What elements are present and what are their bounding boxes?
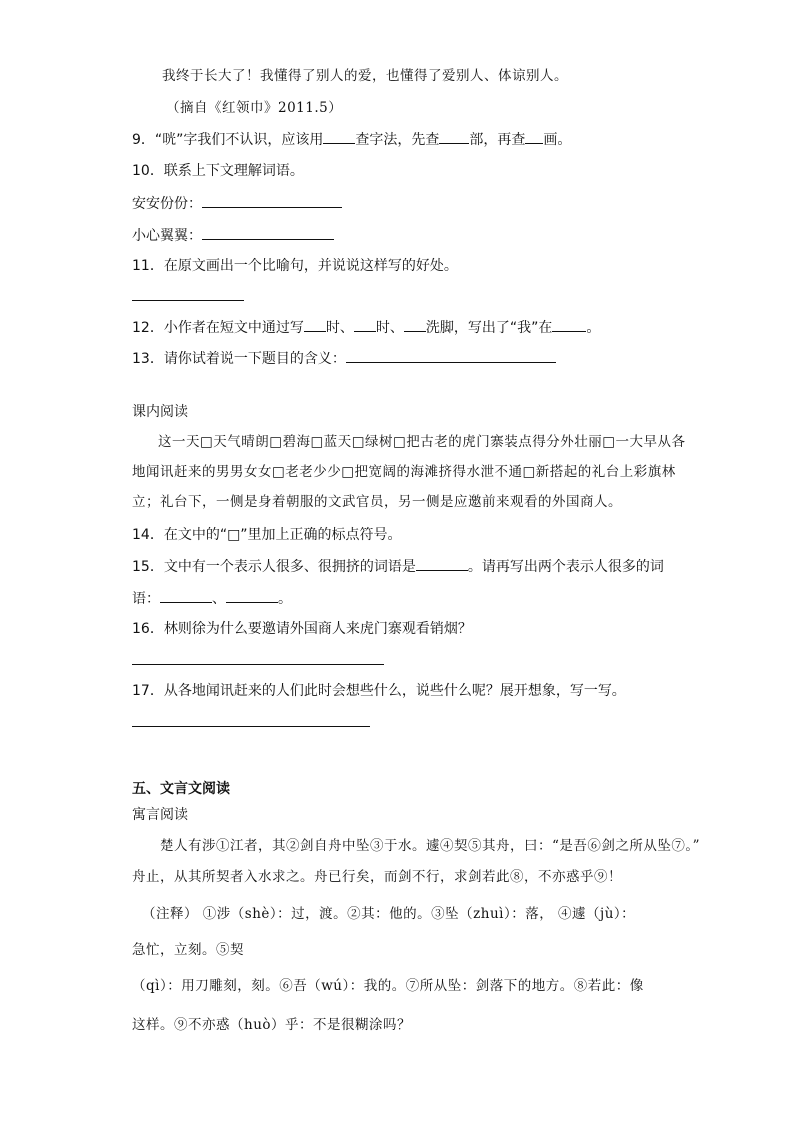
annotation-line-3: （qì）：用刀雕刻，刻。⑥吾（wú）：我的。⑦所从坠：剑落下的地方。⑧若此：像 <box>132 978 644 994</box>
passage-closing-line: 我终于长大了！我懂得了别人的爱，也懂得了爱别人、体谅别人。 <box>162 68 568 84</box>
q9-text-b: 查字法，先查 <box>355 132 440 148</box>
question-13 <box>132 348 556 369</box>
q10-item-1-blank[interactable] <box>202 193 342 208</box>
q9-blank-3[interactable] <box>525 129 543 144</box>
q16-answer-line[interactable] <box>132 664 384 665</box>
passage-source: （摘自《红领巾》2011.5） <box>166 100 343 116</box>
q12-blank-1[interactable] <box>304 317 326 332</box>
reading-passage-line-2: 地闻讯赶来的男男女女□老老少少□把宽阔的海滩挤得水泄不通□新搭起的礼台上彩旗林 <box>132 464 676 480</box>
question-15-line-1 <box>132 556 664 577</box>
question-12 <box>132 317 600 338</box>
reading-passage-line-3: 立；礼台下，一侧是身着朝服的文武官员，另一侧是应邀前来观看的外国商人。 <box>132 494 622 510</box>
q10-item-2 <box>132 225 334 246</box>
q10-item-2-blank[interactable] <box>202 225 334 240</box>
q15-blank-2[interactable] <box>160 588 212 603</box>
q9-blank-1[interactable] <box>323 129 355 144</box>
q15-text-d: 、 <box>212 591 226 607</box>
annotation-line-2: 急忙，立刻。⑤契 <box>132 942 244 958</box>
q15-text-a: 15．文中有一个表示人很多、很拥挤的词语是 <box>132 559 416 575</box>
annotation-line-1: （注释） ①涉（shè）：过，渡。②其：他的。③坠（zhuì）：落， ④遽（jù）： <box>142 906 636 922</box>
fable-line-2: 舟止，从其所契者入水求之。舟已行矣，而剑不行，求剑若此⑧，不亦惑乎⑨！ <box>132 869 622 885</box>
q9-text-c: 部，再查 <box>469 132 526 148</box>
q13-prompt: 13．请你试着说一下题目的含义： <box>132 351 346 367</box>
section-5-subheading: 寓言阅读 <box>132 807 188 823</box>
q9-text-a: 9．“咣”字我们不认识，应该用 <box>132 132 324 148</box>
q12-text-c: 时、 <box>375 320 404 336</box>
section-5-heading: 五、文言文阅读 <box>132 781 230 797</box>
fable-line-1: 楚人有涉①江者，其②剑自舟中坠③于水。遽④契⑤其舟，曰：“是吾⑥剑之所从坠⑦。” <box>160 838 701 854</box>
q15-blank-3[interactable] <box>226 588 278 603</box>
q11-answer-line[interactable] <box>132 300 244 301</box>
question-16-prompt: 16．林则徐为什么要邀请外国商人来虎门寨观看销烟？ <box>132 621 472 637</box>
q15-text-e: 。 <box>278 591 292 607</box>
q10-item-2-label: 小心翼翼： <box>132 228 202 244</box>
annotation-line-4: 这样。⑨不亦惑（huò）乎：不是很糊涂吗？ <box>132 1017 412 1033</box>
question-10-prompt: 10．联系上下文理解词语。 <box>132 163 304 179</box>
q13-blank[interactable] <box>346 348 556 363</box>
question-9 <box>132 129 571 150</box>
q9-blank-2[interactable] <box>439 129 469 144</box>
question-11-prompt: 11．在原文画出一个比喻句，并说说这样写的好处。 <box>132 258 458 274</box>
q12-blank-4[interactable] <box>552 317 586 332</box>
question-15-line-2 <box>132 588 292 609</box>
q9-text-d: 画。 <box>543 132 572 148</box>
q17-answer-line[interactable] <box>132 726 370 727</box>
q12-text-e: 。 <box>586 320 601 336</box>
question-17-prompt: 17．从各地闻讯赶来的人们此时会想些什么，说些什么呢？展开想象，写一写。 <box>132 683 626 699</box>
question-14-prompt: 14．在文中的“□”里加上正确的标点符号。 <box>132 527 402 543</box>
q10-item-1 <box>132 193 342 214</box>
q12-text-a: 12．小作者在短文中通过写 <box>132 320 304 336</box>
q15-blank-1[interactable] <box>416 556 468 571</box>
q12-text-b: 时、 <box>325 320 354 336</box>
q15-text-b: 。请再写出两个表示人很多的词 <box>467 559 664 575</box>
reading-passage-line-1: 这一天□天气晴朗□碧海□蓝天□绿树□把古老的虎门寨装点得分外壮丽□一大早从各 <box>158 434 686 450</box>
section-heading-inner-reading: 课内阅读 <box>132 404 188 420</box>
q15-text-c: 语： <box>132 591 160 607</box>
q12-blank-2[interactable] <box>354 317 376 332</box>
q10-item-1-label: 安安份份： <box>132 196 202 212</box>
q12-text-d: 洗脚，写出了“我”在 <box>425 320 553 336</box>
q12-blank-3[interactable] <box>404 317 426 332</box>
